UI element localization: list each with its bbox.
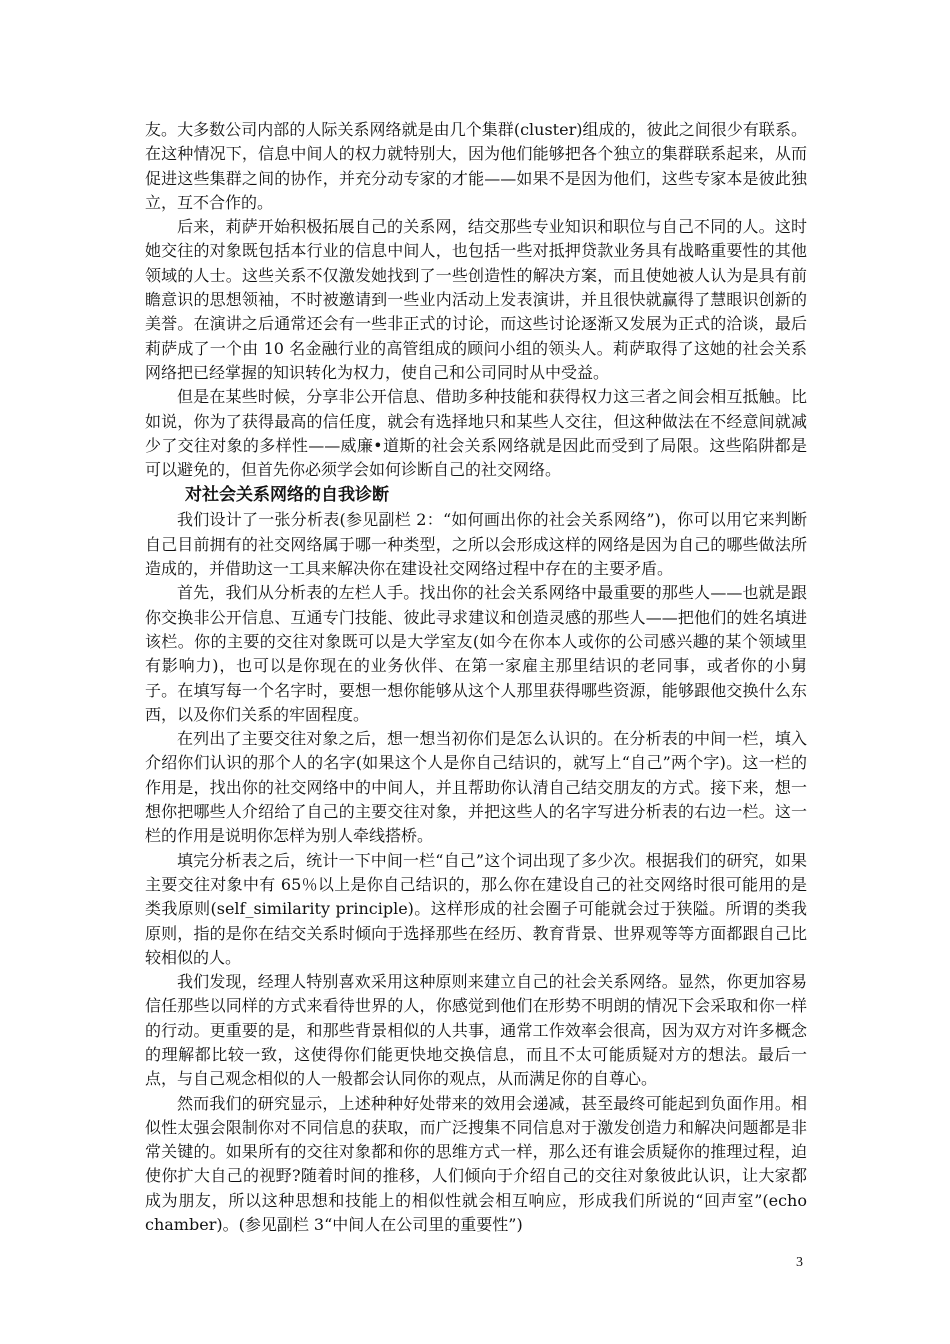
paragraph-cluster-continuation: 友。大多数公司内部的人际关系网络就是由几个集群(cluster)组成的，彼此之间很少有联系。在这种情况下，信息中间人的权力就特别大，因为他们能够把各个独立的集群联系起来，从而促进这些集群之间的协作，并充分动专家的才能——如果不是因为他们，这些专家本是彼此独立，互不合作的。: [145, 120, 807, 212]
section-heading: 对社会关系网络的自我诊断: [185, 485, 389, 506]
page-number: 3: [796, 1255, 803, 1270]
paragraph-echo-chamber: 然而我们的研究显示，上述种种好处带来的效用会递减，甚至最终可能起到负面作用。相似性太强会限制你对不同信息的获取，而广泛搜集不同信息对于激发创造力和解决问题都是非常关键的。如果所有的交往对象都和你的思维方式一样，那么还有谁会质疑你的推理过程，迫使你扩大自己的视野?随着时间的推移，人们倾向于介绍自己的交往对象彼此认识，让大家都成为朋友，所以这种思想和技能上的相似性就会相互响应，形成我们所说的“回声室”(echo chamber)。(参见副栏 3“中间人在公司里的重要性”): [145, 1093, 807, 1235]
paragraph-self-similarity: 填完分析表之后，统计一下中间一栏“自己”这个词出现了多少次。根据我们的研究，如果主要交往对象中有 65％以上是你自己结识的，那么你在建设自己的社交网络时很可能用的是类我原则(self_similarity principle)。这样形成的社会圈子可能就会过于狭隘。所谓的类我原则，指的是你在结交关系时倾向于选择那些在经历、教育背景、世界观等等方面都跟自己比较相似的人。: [145, 850, 807, 967]
paragraph-middle-column: 在列出了主要交往对象之后，想一想当初你们是怎么认识的。在分析表的中间一栏，填入介绍你们认识的那个人的名字(如果这个人是你自己结识的，就写上“自己”两个字)。这一栏的作用是，找出你的社交网络中的中间人，并且帮助你认清自己结交朋友的方式。接下来，想一想你把哪些人介绍给了自己的主要交往对象，并把这些人的名字写进分析表的右边一栏。这一栏的作用是说明你怎样为别人牵线搭桥。: [145, 729, 807, 846]
paragraph-network-tradeoffs: 但是在某些时候，分享非公开信息、借助多种技能和获得权力这三者之间会相互抵触。比如说，你为了获得最高的信任度，就会有选择地只和某些人交往，但这种做法在不经意间就减少了交往对象的多样性——威廉•道斯的社会关系网络就是因此而受到了局限。这些陷阱都是可以避免的，但首先你必须学会如何诊断自己的社交网络。: [145, 387, 807, 480]
paragraph-lisa-network: 后来，莉萨开始积极拓展自己的关系网，结交那些专业知识和职位与自己不同的人。这时她交往的对象既包括本行业的信息中间人，也包括一些对抵押贷款业务具有战略重要性的其他领域的人士。这些关系不仅激发她找到了一些创造性的解决方案，而且使她被人认为是具有前瞻意识的思想领袖，不时被邀请到一些业内活动上发表演讲，并且很快就赢得了慧眼识创新的美誉。在演讲之后通常还会有一些非正式的讨论，而这些讨论逐渐又发展为正式的洽谈，最后莉萨成了一个由 10 名金融行业的高管组成的顾问小组的领头人。莉萨取得了这她的社会关系网络把已经掌握的知识转化为权力，使自己和公司同时从中受益。: [145, 217, 807, 382]
paragraph-managers-preference: 我们发现，经理人特别喜欢采用这种原则来建立自己的社会关系网络。显然，你更加容易信任那些以同样的方式来看待世界的人，你感觉到他们在形势不明朗的情况下会采取和你一样的行动。更重要的是，和那些背景相似的人共事，通常工作效率会很高，因为双方对许多概念的理解都比较一致，这使得你们能更快地交换信息，而且不太可能质疑对方的想法。最后一点，与自己观念相似的人一般都会认同你的观点，从而满足你的自尊心。: [145, 972, 807, 1089]
body-text: [145, 118, 807, 1237]
paragraph-left-column: 首先，我们从分析表的左栏人手。找出你的社会关系网络中最重要的那些人——也就是跟你交换非公开信息、互通专门技能、彼此寻求建议和创造灵感的那些人——把他们的姓名填进该栏。你的主要的交往对象既可以是大学室友(如今在你本人或你的公司感兴趣的某个领域里有影响力)，也可以是你现在的业务伙伴、在第一家雇主那里结识的老同事，或者你的小舅子。在填写每一个名字时，要想一想你能够从这个人那里获得哪些资源，能够跟他交换什么东西，以及你们关系的牢固程度。: [145, 583, 807, 724]
paragraph-analysis-table: 我们设计了一张分析表(参见副栏 2：“如何画出你的社会关系网络”)，你可以用它来判断自己目前拥有的社交网络属于哪一种类型，之所以会形成这样的网络是因为自己的哪些做法所造成的，并借助这一工具来解决你在建设社交网络过程中存在的主要矛盾。: [145, 510, 807, 579]
